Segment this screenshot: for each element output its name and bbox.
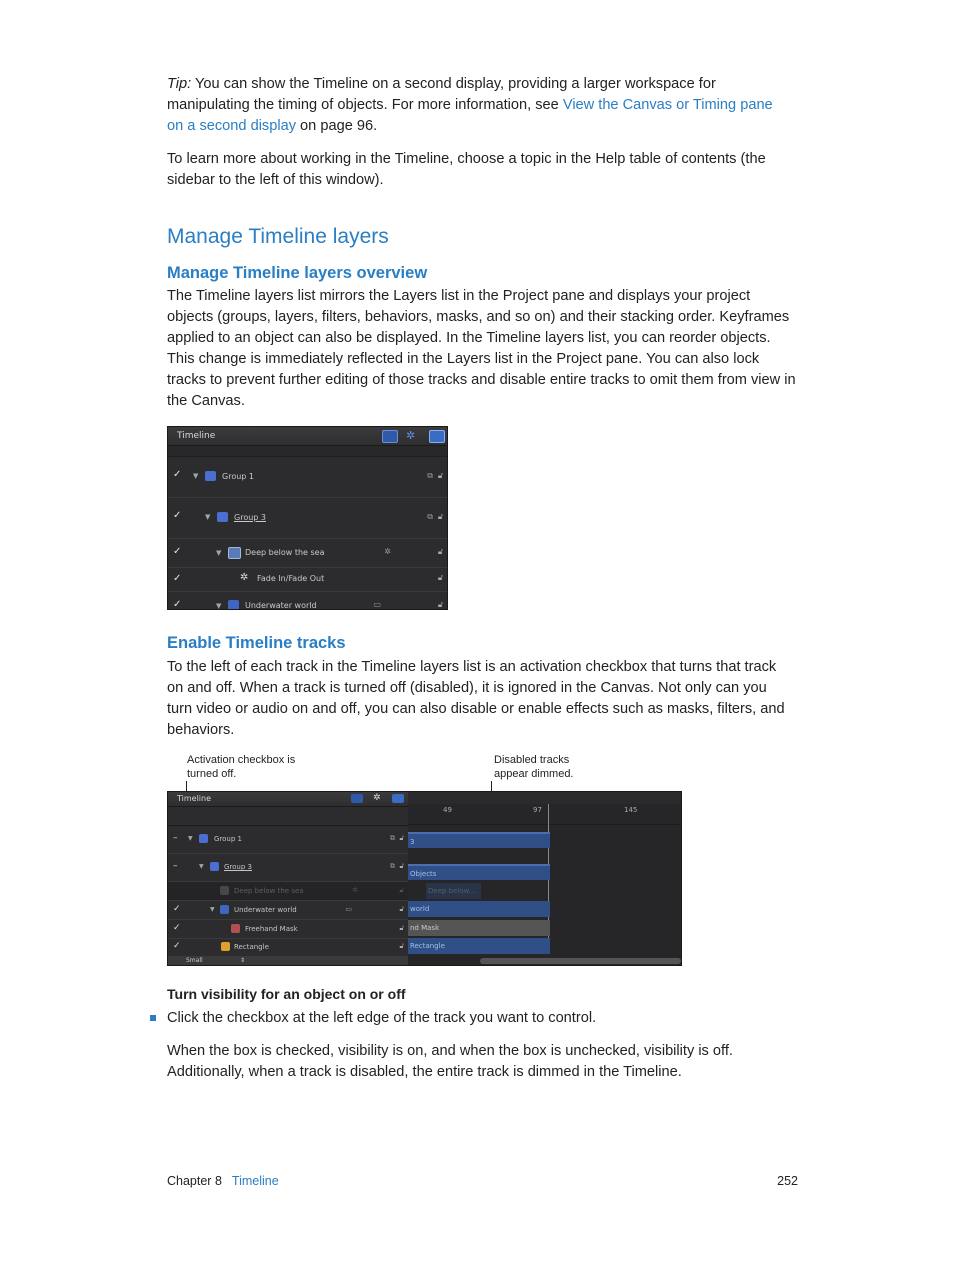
- lock-icon[interactable]: 🔓︎: [399, 942, 404, 950]
- section-heading: Manage Timeline layers: [167, 225, 389, 248]
- disclosure-triangle-icon[interactable]: ▼: [210, 906, 215, 913]
- lock-icon[interactable]: 🔓︎: [437, 573, 443, 582]
- lock-icon[interactable]: 🔓︎: [399, 834, 404, 842]
- track-bar-underwater[interactable]: world: [408, 901, 550, 917]
- track-row-group1[interactable]: [168, 825, 408, 854]
- disclosure-triangle-icon[interactable]: ▼: [216, 602, 222, 610]
- image-layer-icon: [220, 886, 229, 895]
- shape-icon: [221, 942, 230, 951]
- timeline-screenshot: [167, 426, 448, 610]
- link-icon: ⧉: [427, 512, 433, 521]
- mask-icon: ▭: [345, 905, 352, 913]
- activation-checkbox[interactable]: ✓: [173, 923, 181, 933]
- page-footer: [167, 1174, 798, 1188]
- subsection-title-enable: Enable Timeline tracks: [167, 634, 346, 652]
- subsection-title-overview: Manage Timeline layers overview: [167, 264, 428, 282]
- size-control[interactable]: [168, 956, 408, 965]
- lock-icon[interactable]: 🔓︎: [437, 600, 443, 609]
- timeline-header: [168, 427, 447, 446]
- timeline-layers-list: [168, 792, 409, 965]
- track-row-deep-below[interactable]: [168, 539, 447, 568]
- timeline-title: Timeline: [177, 431, 216, 441]
- timeline-header: [168, 792, 408, 807]
- second-display-link[interactable]: View the Canvas or Timing pane on a second display: [167, 97, 773, 134]
- group-icon: [210, 862, 219, 871]
- track-row-group3[interactable]: [168, 854, 408, 882]
- track-bar-group1[interactable]: 3: [408, 832, 550, 848]
- track-label: Underwater world: [234, 906, 297, 914]
- overview-paragraph: The Timeline layers list mirrors the Layers list in the Project pane and displays your project objects (groups, layers, filters, behaviors, masks, and so on) and their stacking order. Keyframes applied to an object can also be displayed. In the Timeline layers list, you can reorder objects. This change is immediately reflected in the Layers list in the Project pane. You can also lock tracks to prevent further editing of those tracks and disable entire tracks to omit them from view in the Canvas.: [167, 288, 796, 409]
- timeline-disabled-screenshot: [167, 791, 682, 966]
- task-step-text: Click the checkbox at the left edge of the track you want to control.: [167, 1010, 597, 1026]
- track-label: Group 1: [214, 835, 242, 843]
- track-bar-mask[interactable]: nd Mask: [408, 920, 550, 936]
- lock-icon[interactable]: 🔓︎: [399, 905, 404, 913]
- track-row-freehand-mask[interactable]: [168, 920, 408, 939]
- group-icon: [217, 512, 228, 522]
- activation-checkbox[interactable]: ✓: [173, 599, 182, 610]
- track-label: Group 1: [222, 472, 254, 481]
- track-bar-group3[interactable]: Objects: [408, 864, 550, 880]
- activation-checkbox-mixed[interactable]: –: [173, 833, 178, 843]
- tip-label: Tip:: [167, 76, 192, 92]
- track-label: Deep below the sea: [234, 887, 304, 895]
- track-bar-rectangle[interactable]: Rectangle: [408, 938, 550, 954]
- ruler-tick-label: 145: [624, 806, 638, 814]
- image-layer-icon: [228, 547, 241, 559]
- horizontal-scrollbar[interactable]: [480, 958, 681, 964]
- page-number: 252: [777, 1174, 798, 1188]
- task-title: Turn visibility for an object on or off: [167, 986, 406, 1002]
- behavior-icon: ✲: [384, 547, 391, 556]
- track-row-group1[interactable]: [168, 457, 447, 498]
- gear-icon[interactable]: ✲: [406, 429, 416, 442]
- behavior-icon: ✲: [352, 886, 358, 894]
- footer-chapter-link[interactable]: Timeline: [231, 1174, 279, 1188]
- activation-checkbox[interactable]: ✓: [173, 573, 182, 584]
- tip-text: You can show the Timeline on a second display, providing a larger workspace for manipulating the timing of objects. For more information, see: [167, 76, 716, 113]
- behavior-gear-icon: ✲: [240, 572, 249, 583]
- activation-checkbox-mixed[interactable]: –: [173, 861, 178, 871]
- timeline-title: Timeline: [177, 794, 212, 803]
- time-ruler[interactable]: [408, 804, 681, 825]
- link-icon: ⧉: [390, 862, 395, 870]
- intro-paragraph: To learn more about working in the Timeline, choose a topic in the Help table of contents (the sidebar to the left of this window).: [167, 151, 766, 188]
- callout-disabled: Disabled tracks appear dimmed.: [494, 754, 574, 780]
- footer-chapter: Chapter 8: [167, 1174, 222, 1188]
- track-label: Underwater world: [245, 601, 317, 610]
- film-layer-icon: [228, 600, 239, 610]
- track-bar-deep-below[interactable]: Deep below...: [426, 883, 481, 899]
- lock-icon[interactable]: 🔓︎: [437, 471, 443, 480]
- track-label: Fade In/Fade Out: [257, 574, 325, 583]
- link-icon: ⧉: [390, 834, 395, 842]
- track-label: Rectangle: [234, 943, 269, 951]
- link-icon: ⧉: [427, 471, 433, 480]
- track-row-underwater[interactable]: [168, 901, 408, 920]
- track-label: Group 3: [234, 513, 266, 522]
- disclosure-triangle-icon[interactable]: ▼: [199, 863, 204, 870]
- task-note: When the box is checked, visibility is on, and when the box is unchecked, visibility is off. Additionally, when a track is disabled, the entire track is dimmed in the Timeline.: [167, 1043, 733, 1080]
- task-step: [167, 1008, 792, 1029]
- layers-icon[interactable]: [392, 794, 404, 803]
- keyframe-display-icon[interactable]: [382, 430, 398, 443]
- activation-checkbox[interactable]: ✓: [173, 904, 181, 914]
- track-label: Deep below the sea: [245, 548, 325, 557]
- activation-checkbox[interactable]: ✓: [173, 546, 182, 557]
- lock-icon[interactable]: 🔓︎: [437, 547, 443, 556]
- film-layer-icon: [220, 905, 229, 914]
- group-icon: [199, 834, 208, 843]
- layers-icon[interactable]: [429, 430, 445, 443]
- enable-paragraph: To the left of each track in the Timeline layers list is an activation checkbox that turns that track on and off. When a track is turned off (disabled), it is ignored in the Canvas. Not only can you turn video or audio on and off, you can also disable or enable effects such as masks, filters, and behaviors.: [167, 659, 785, 738]
- lock-icon[interactable]: 🔓︎: [399, 886, 404, 894]
- mask-layer-icon: [231, 924, 240, 933]
- activation-checkbox[interactable]: ✓: [173, 469, 182, 480]
- disclosure-triangle-icon[interactable]: ▼: [216, 549, 222, 557]
- disclosure-triangle-icon[interactable]: ▼: [205, 513, 211, 521]
- track-row-deep-below-disabled[interactable]: [168, 882, 408, 901]
- tip-text-after: on page 96.: [296, 118, 378, 134]
- lock-icon[interactable]: 🔓︎: [437, 512, 443, 521]
- tip-paragraph: [167, 74, 792, 137]
- track-row-group3[interactable]: [168, 498, 447, 539]
- track-label: Group 3: [224, 863, 252, 871]
- gear-icon[interactable]: ✲: [373, 793, 381, 803]
- track-row-rectangle[interactable]: [168, 939, 408, 957]
- ruler-tick-label: 97: [533, 806, 542, 814]
- callout-activation: Activation checkbox is turned off.: [187, 754, 296, 780]
- ruler-tick-label: 49: [443, 806, 452, 814]
- timeline-tracks-area: [408, 792, 681, 965]
- track-row-fade[interactable]: [168, 568, 447, 592]
- activation-checkbox[interactable]: ✓: [173, 941, 181, 951]
- chevron-updown-icon: ⇕: [240, 957, 246, 964]
- lock-icon[interactable]: 🔓︎: [399, 924, 404, 932]
- activation-checkbox[interactable]: ✓: [173, 510, 182, 521]
- disclosure-triangle-icon[interactable]: ▼: [193, 472, 199, 480]
- disclosure-triangle-icon[interactable]: ▼: [188, 835, 193, 842]
- size-label: Small: [186, 957, 203, 964]
- track-row-underwater[interactable]: [168, 592, 447, 610]
- track-label: Freehand Mask: [245, 925, 298, 933]
- keyframe-display-icon[interactable]: [351, 794, 363, 803]
- group-icon: [205, 471, 216, 481]
- bullet-icon: [150, 1015, 156, 1021]
- mask-icon: ▭: [373, 600, 381, 609]
- timeline-subheader: [168, 446, 447, 457]
- lock-icon[interactable]: 🔓︎: [399, 862, 404, 870]
